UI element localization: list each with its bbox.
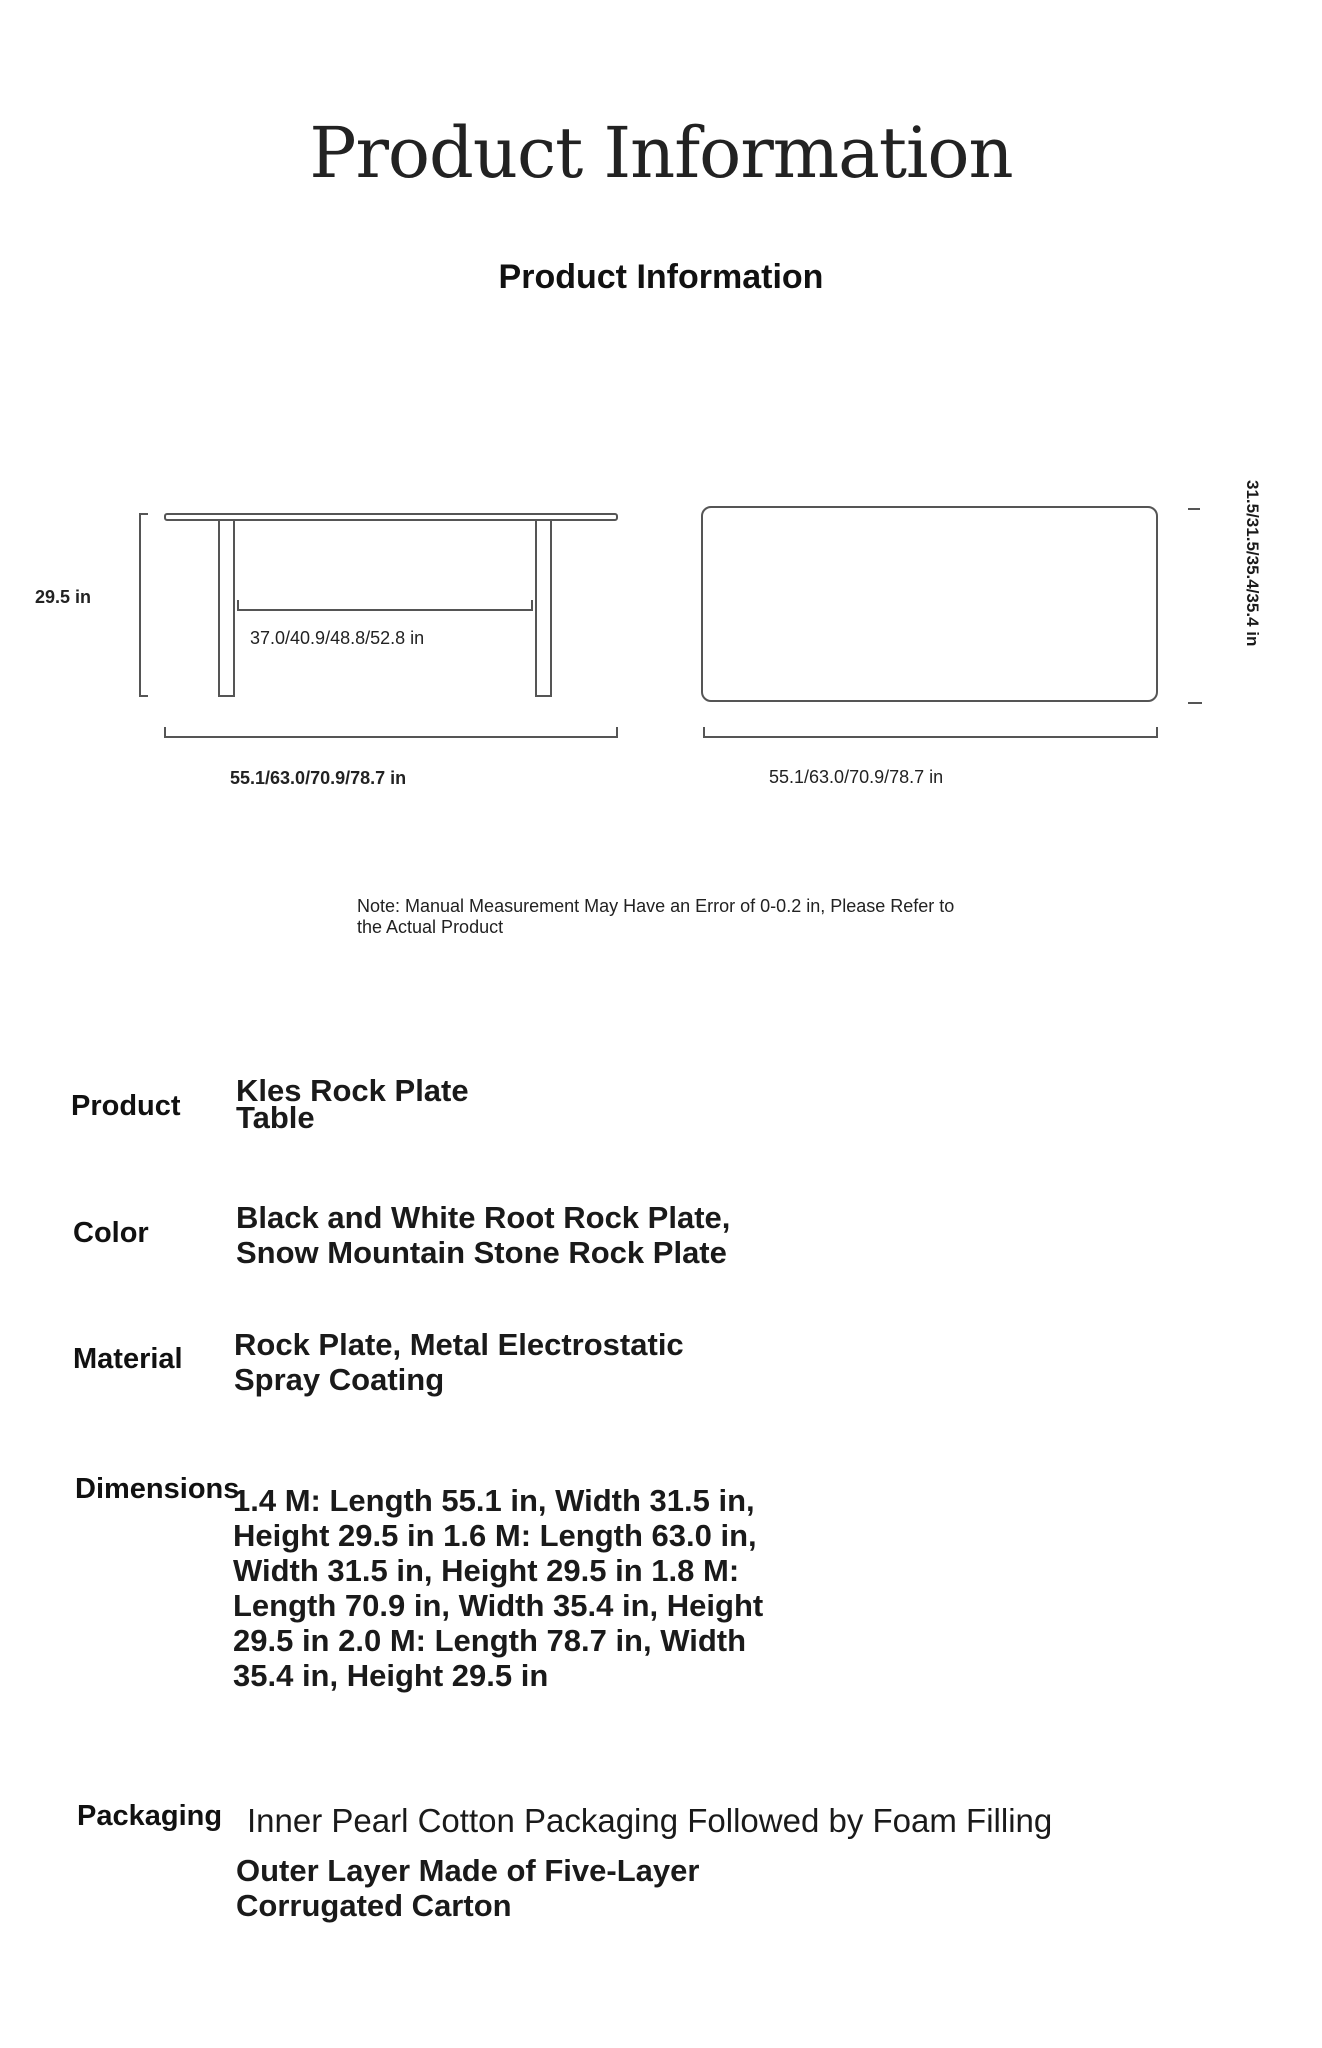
color-value: Black and White Root Rock Plate, Snow Mountain Stone Rock Plate	[236, 1200, 731, 1270]
packaging-line-2: Outer Layer Made of Five-Layer Corrugated Carton	[236, 1853, 700, 1923]
packaging-line-1: Inner Pearl Cotton Packaging Followed by Foam Filling	[247, 1802, 1053, 1839]
top-view-tabletop	[702, 507, 1157, 701]
dimensions-value: 1.4 M: Length 55.1 in, Width 31.5 in, Height 29.5 in 1.6 M: Length 63.0 in, Width 31.5 in, Height 29.5 in 1.8 M: Length 70.9 in, Width 35.4 in, Height 29.5 in 2.0 M: Length 78.7 in, Width 35.4 in, Height 29.5 in	[233, 1483, 764, 1693]
color-label: Color	[73, 1217, 149, 1249]
product-value: Kles Rock Plate Table	[236, 1073, 469, 1135]
top-width-label: 31.5/31.5/35.4/35.4 in	[1243, 480, 1262, 647]
height-bracket	[140, 514, 148, 696]
side-height-label: 29.5 in	[35, 587, 92, 607]
side-view-left-leg	[219, 520, 234, 696]
page-title: Product Information	[309, 112, 1013, 194]
side-length-label: 55.1/63.0/70.9/78.7 in	[230, 768, 407, 788]
dimension-drawing	[0, 0, 1322, 900]
side-view-right-leg	[536, 520, 551, 696]
inner-width-bracket	[238, 600, 532, 610]
top-length-label: 55.1/63.0/70.9/78.7 in	[769, 767, 944, 787]
side-inner-width-label: 37.0/40.9/48.8/52.8 in	[250, 628, 425, 648]
material-label: Material	[73, 1343, 183, 1375]
top-length-bracket	[704, 727, 1157, 737]
dimensions-label: Dimensions	[75, 1473, 240, 1505]
side-length-bracket	[165, 727, 617, 737]
material-value: Rock Plate, Metal Electrostatic Spray Coating	[234, 1327, 684, 1397]
measurement-note: Note: Manual Measurement May Have an Error of 0-0.2 in, Please Refer to the Actual Product	[357, 896, 955, 937]
section-title: Product Information	[498, 258, 824, 296]
product-label: Product	[71, 1090, 181, 1122]
packaging-label: Packaging	[77, 1800, 223, 1832]
